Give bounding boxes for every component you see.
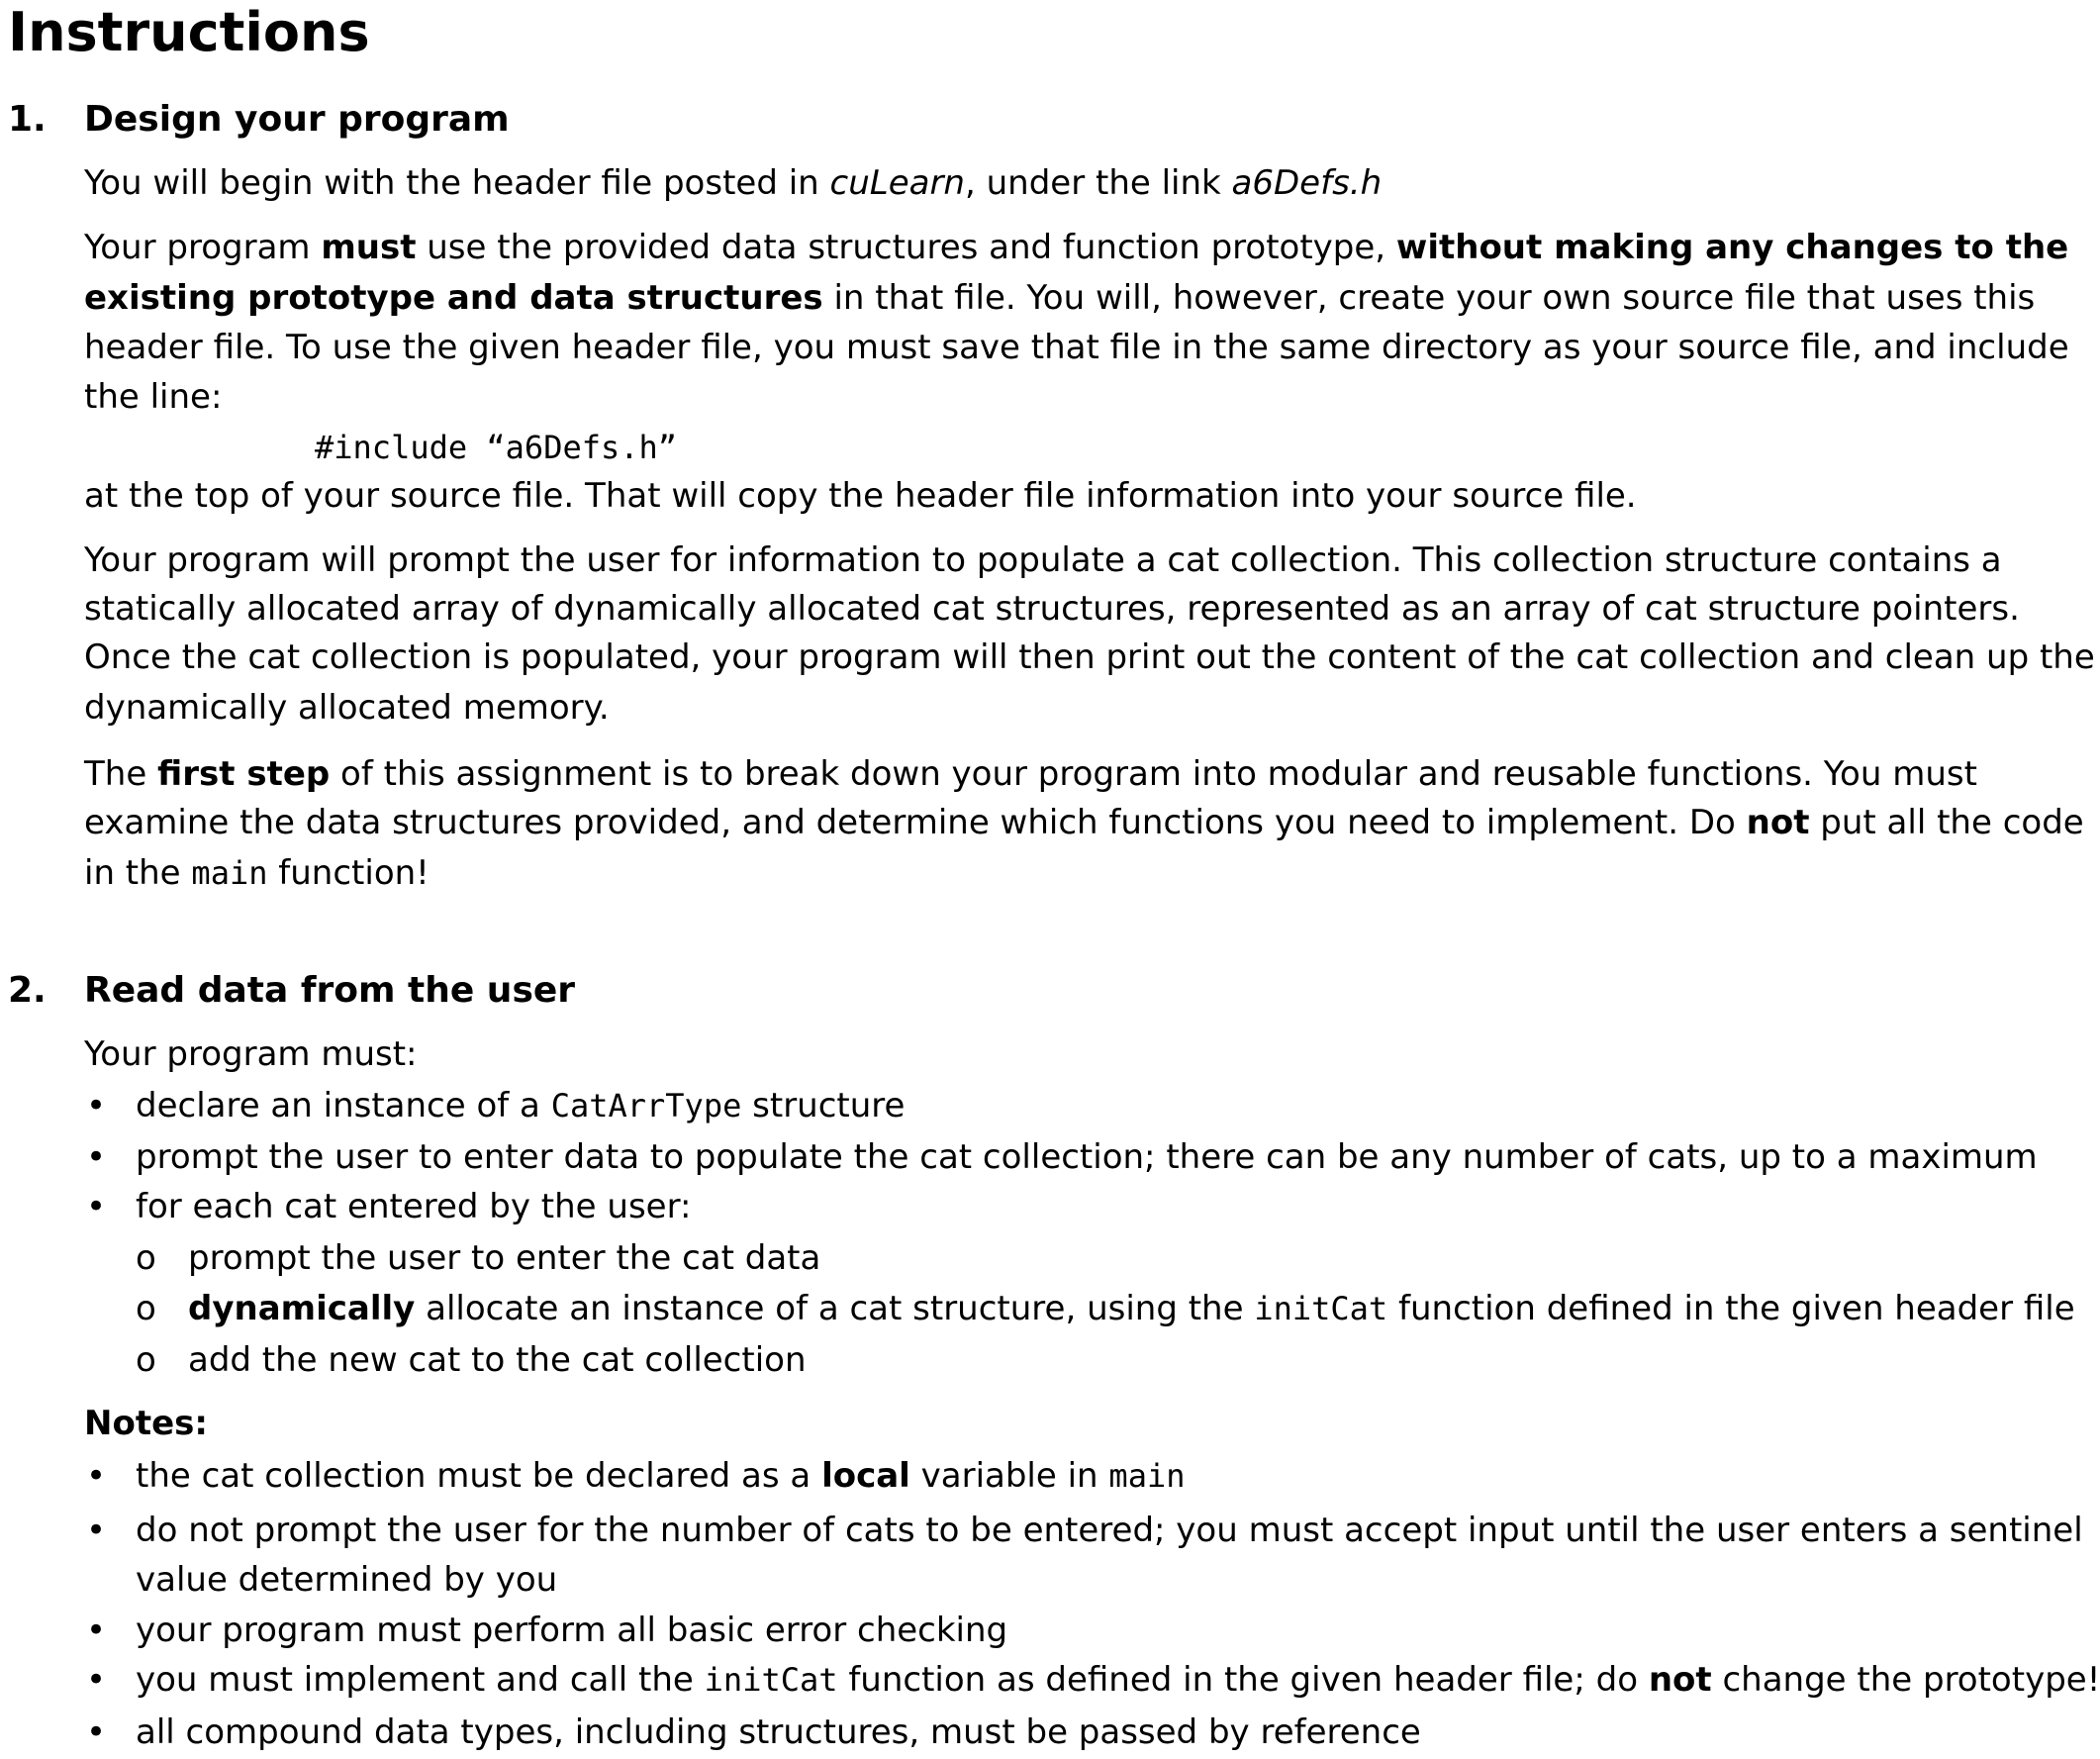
sub-list-item: dynamically allocate an instance of a cat structure, using the initCat function defined in the given header file bbox=[188, 1289, 2075, 1328]
include-code: #include “a6Defs.h” bbox=[315, 429, 678, 466]
sub-bullet-icon: o bbox=[136, 1289, 156, 1328]
sub-list-item: add the new cat to the cat collection bbox=[188, 1340, 807, 1380]
paragraph-3-line-2: statically allocated array of dynamically allocated cat structures, represented as an array of cat structure pointers. bbox=[84, 589, 2020, 629]
paragraph-3-line-3: Once the cat collection is populated, your program will then print out the content of the cat collection and clean up the bbox=[84, 637, 2095, 677]
bullet-icon: • bbox=[86, 1187, 107, 1226]
paragraph-2-line-3: header file. To use the given header file, you must save that file in the same directory as your source file, and include bbox=[84, 328, 2069, 367]
bullet-icon: • bbox=[86, 1086, 107, 1125]
notes-heading: Notes: bbox=[84, 1404, 208, 1443]
section-1-title: Design your program bbox=[84, 99, 510, 140]
note-item: the cat collection must be declared as a local variable in main bbox=[136, 1456, 1186, 1496]
section-2-intro: Your program must: bbox=[84, 1034, 418, 1074]
bullet-icon: • bbox=[86, 1511, 107, 1550]
section-2-number: 2. bbox=[8, 970, 47, 1011]
bullet-icon: • bbox=[86, 1660, 107, 1700]
list-item: for each cat entered by the user: bbox=[136, 1187, 692, 1226]
list-item: declare an instance of a CatArrType structure bbox=[136, 1086, 906, 1125]
sub-list-item: prompt the user to enter the cat data bbox=[188, 1238, 821, 1278]
section-2-title: Read data from the user bbox=[84, 970, 576, 1011]
paragraph-2-line-4: the line: bbox=[84, 377, 223, 417]
paragraph-4-line-3: in the main function! bbox=[84, 853, 430, 893]
paragraph-2-line-2: existing prototype and data structures in that file. You will, however, create your own source file that uses this bbox=[84, 278, 2036, 318]
sub-bullet-icon: o bbox=[136, 1238, 156, 1278]
bullet-icon: • bbox=[86, 1137, 107, 1177]
bullet-icon: • bbox=[86, 1712, 107, 1752]
note-item-continued: value determined by you bbox=[136, 1560, 558, 1600]
note-item: do not prompt the user for the number of cats to be entered; you must accept input until the user enters a sentinel bbox=[136, 1511, 2083, 1550]
paragraph-2-line-5: at the top of your source file. That will copy the header file information into your source file. bbox=[84, 476, 1637, 516]
sub-bullet-icon: o bbox=[136, 1340, 156, 1380]
paragraph-3-line-1: Your program will prompt the user for information to populate a cat collection. This collection structure contains a bbox=[84, 540, 2002, 580]
bullet-icon: • bbox=[86, 1611, 107, 1650]
bullet-icon: • bbox=[86, 1456, 107, 1496]
paragraph-4-line-2: examine the data structures provided, and determine which functions you need to implement. Do not put all the code bbox=[84, 803, 2084, 842]
section-1-number: 1. bbox=[8, 99, 47, 140]
note-item: you must implement and call the initCat function as defined in the given header file; do not change the prototype! bbox=[136, 1660, 2100, 1700]
page-title: Instructions bbox=[8, 1, 370, 63]
paragraph-4-line-1: The first step of this assignment is to break down your program into modular and reusable functions. You must bbox=[84, 754, 1977, 794]
paragraph-1: You will begin with the header file posted in cuLearn, under the link a6Defs.h bbox=[84, 163, 1383, 203]
note-item: your program must perform all basic error checking bbox=[136, 1611, 1008, 1650]
list-item: prompt the user to enter data to populate the cat collection; there can be any number of cats, up to a maximum bbox=[136, 1137, 2038, 1177]
note-item: all compound data types, including structures, must be passed by reference bbox=[136, 1712, 1421, 1752]
paragraph-3-line-4: dynamically allocated memory. bbox=[84, 688, 610, 728]
paragraph-2-line-1: Your program must use the provided data structures and function prototype, without making any changes to the bbox=[84, 228, 2069, 267]
